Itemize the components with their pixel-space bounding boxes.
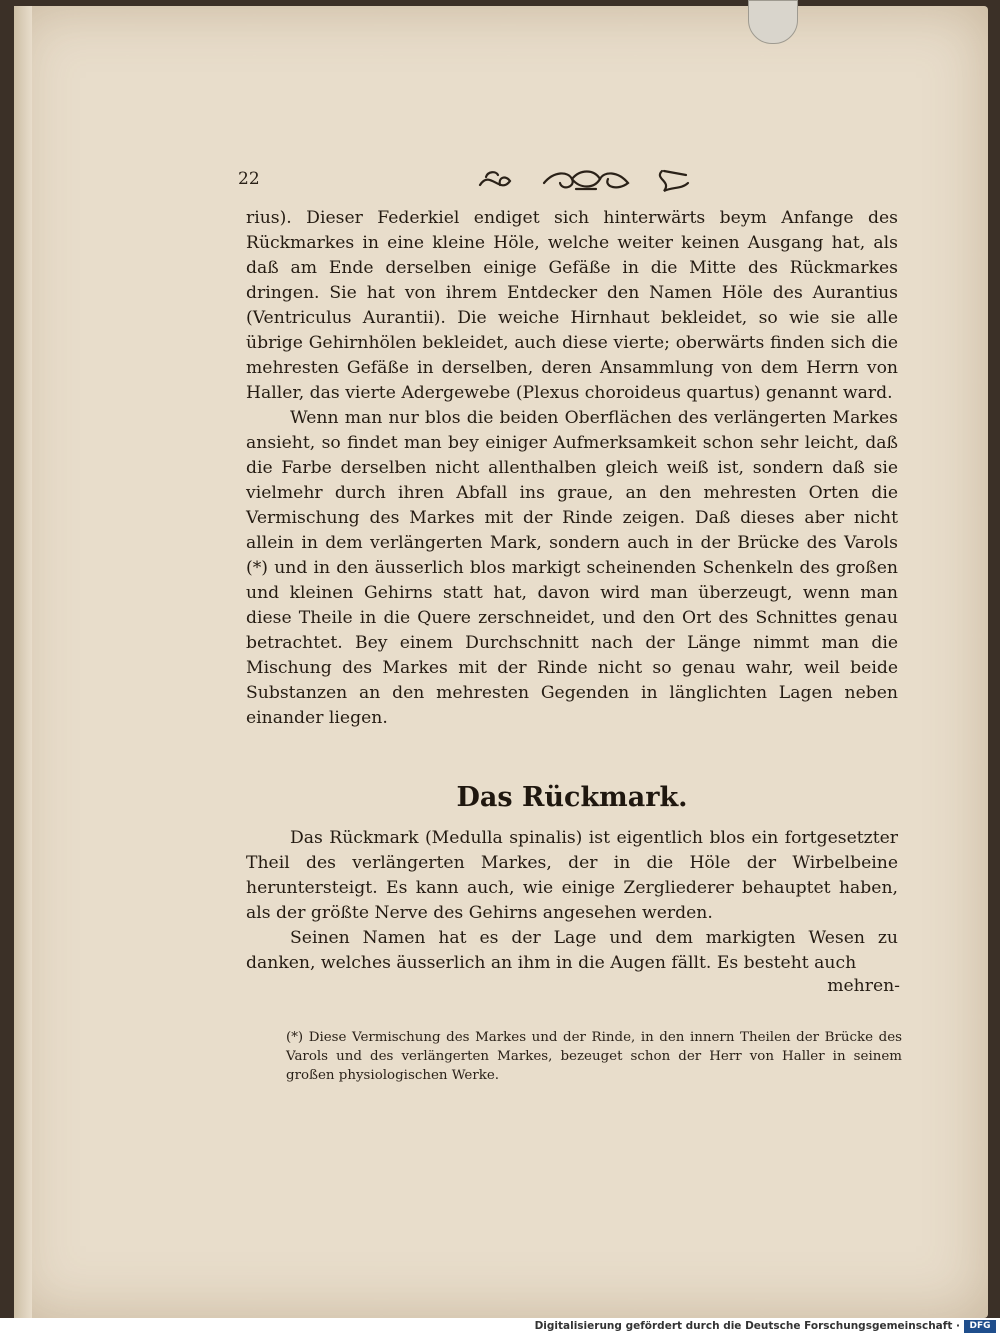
digitization-credit: Digitalisierung gefördert durch die Deutsche Forschungsgemeinschaft ·	[534, 1320, 960, 1332]
ornament-icon	[476, 165, 696, 197]
footnote: (*) Diese Vermischung des Markes und der Rinde, in den innern Theilen der Brücke des Varols und des verlängerten Markes, bezeuget schon der Herr von Haller in seinem großen physiologischen Werke.	[286, 1030, 902, 1083]
body-text-top	[246, 206, 898, 731]
body-text-bottom	[246, 826, 898, 976]
page-header	[238, 165, 898, 199]
paragraph-rueckmark: Das Rückmark (Medulla spinalis) ist eigentlich blos ein fortgesetzter Theil des verlängerten Markes, der in die Höle der Wirbelbeine heruntersteigt. Es kann auch, wie einige Zergliederer behauptet haben, als der größte Nerve des Gehirns angesehen werden.	[246, 828, 898, 923]
page-number: 22	[238, 169, 260, 189]
page-gutter-shadow	[14, 6, 32, 1318]
dfg-logo: DFG	[964, 1320, 996, 1333]
catchword: mehren-	[827, 976, 900, 996]
paragraph-aurantius: rius). Dieser Federkiel endiget sich hinterwärts beym Anfange des Rückmarkes in eine kleine Höle, welche weiter keinen Ausgang hat, als daß am Ende derselben einige Gefäße in die Mitte des Rückmarkes dringen. Sie hat von ihrem Entdecker den Namen Höle des Aurantius (Ventriculus Aurantii). Die weiche Hirnhaut bekleidet, so wie sie alle übrige Gehirnhölen bekleidet, auch diese vierte; oberwärts finden sich die mehresten Gefäße in derselben, deren Ansammlung von dem Herrn von Haller, das vierte Adergewebe (Plexus choroideus quartus) genannt ward.	[246, 208, 898, 403]
paragraph-oberflaechen: Wenn man nur blos die beiden Oberflächen des verlängerten Markes ansieht, so findet man bey einiger Aufmerksamkeit schon sehr leicht, daß die Farbe derselben nicht allenthalben gleich weiß ist, sondern daß sie vielmehr durch ihren Abfall ins graue, an den mehresten Orten die Vermischung des Markes mit der Rinde zeigen. Daß dieses aber nicht allein in dem verlängerten Mark, sondern auch in der Brücke des Varols (*) und in den äusserlich blos markigt scheinenden Schenkeln des großen und kleinen Gehirns statt hat, davon wird man überzeugt, wenn man diese Theile in die Quere zerschneidet, und den Ort des Schnittes genau betrachtet. Bey einem Durchschnitt nach der Länge nimmt man die Mischung des Markes mit der Rinde nicht so genau wahr, weil beide Substanzen an den mehresten Gegenden in länglichten Lagen neben einander liegen.	[246, 408, 898, 728]
page-clip	[748, 0, 798, 44]
section-heading: Das Rückmark.	[456, 782, 688, 813]
paragraph-namen: Seinen Namen hat es der Lage und dem markigten Wesen zu danken, welches äusserlich an ihm in die Augen fällt. Es besteht auch	[246, 928, 898, 973]
